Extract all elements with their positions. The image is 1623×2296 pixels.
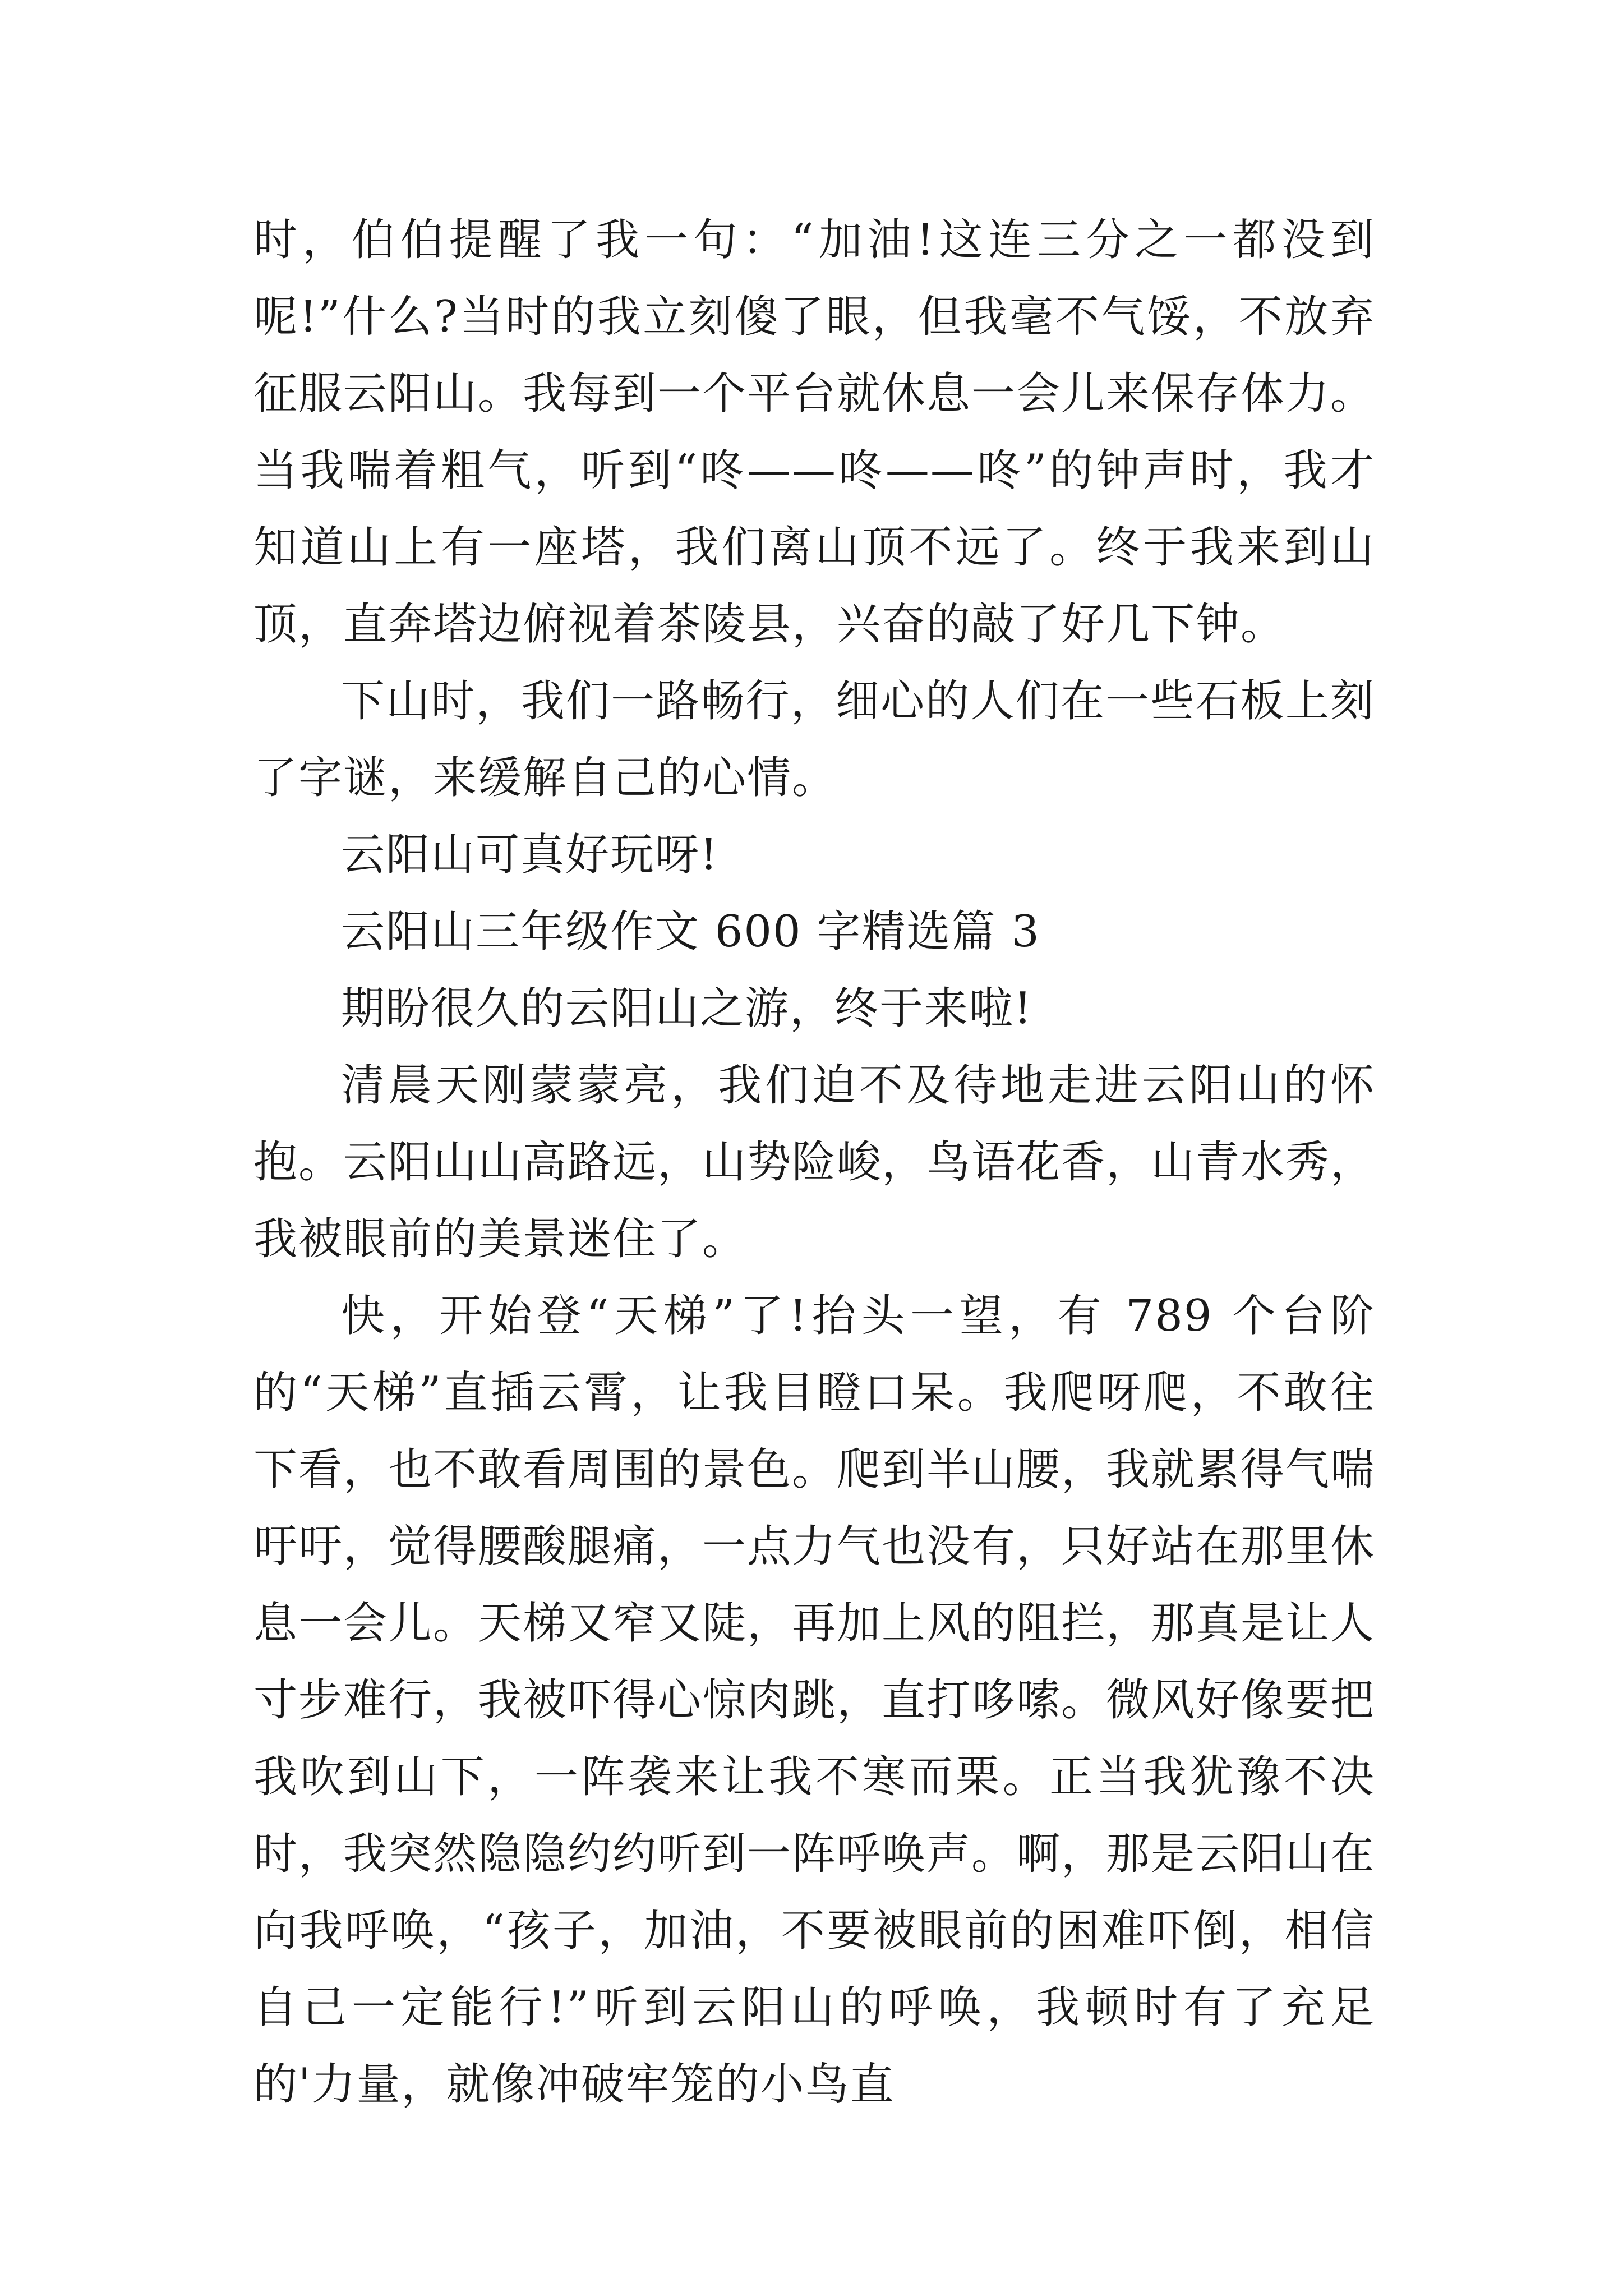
paragraph-1: 时，伯伯提醒了我一句：“加油!这连三分之一都没到呢!”什么?当时的我立刻傻了眼，但我毫不气馁，不放弃征服云阳山。我每到一个平台就休息一会儿来保存体力。当我喘着粗气，听到“咚——咚——咚”的钟声时，我才知道山上有一座塔，我们离山顶不远了。终于我来到山顶，直奔塔边俯视着茶陵县，兴奋的敲了好几下钟。 — [253, 215, 1376, 650]
paragraph-6: 清晨天刚蒙蒙亮，我们迫不及待地走进云阳山的怀抱。云阳山山高路远，山势险峻，鸟语花香，山青水秀，我被眼前的美景迷住了。 — [253, 1060, 1376, 1264]
document-body — [253, 202, 1375, 2123]
paragraph-5: 期盼很久的云阳山之游，终于来啦! — [341, 983, 1033, 1034]
paragraph-2: 下山时，我们一路畅行，细心的人们在一些石板上刻了字谜，来缓解自己的心情。 — [253, 676, 1375, 803]
paragraph-3: 云阳山可真好玩呀! — [341, 830, 719, 880]
paragraph-7: 快，开始登“天梯”了!抬头一望，有 789 个台阶的“天梯”直插云霄，让我目瞪口呆。我爬呀爬，不敢往下看，也不敢看周围的景色。爬到半山腰，我就累得气喘吁吁，觉得腰酸腿痛，一点力气也没有，只好站在那里休息一会儿。天梯又窄又陡，再加上风的阻拦，那真是让人寸步难行，我被吓得心惊肉跳，直打哆嗦。微风好像要把我吹到山下，一阵袭来让我不寒而栗。正当我犹豫不决时，我突然隐隐约约听到一阵呼唤声。啊，那是云阳山在向我呼唤，“孩子，加油，不要被眼前的困难吓倒，相信自己一定能行!”听到云阳山的呼唤，我顿时有了充足的'力量，就像冲破牢笼的小鸟直 — [253, 1291, 1376, 2110]
section-heading: 云阳山三年级作文 600 字精选篇 3 — [341, 907, 1040, 957]
